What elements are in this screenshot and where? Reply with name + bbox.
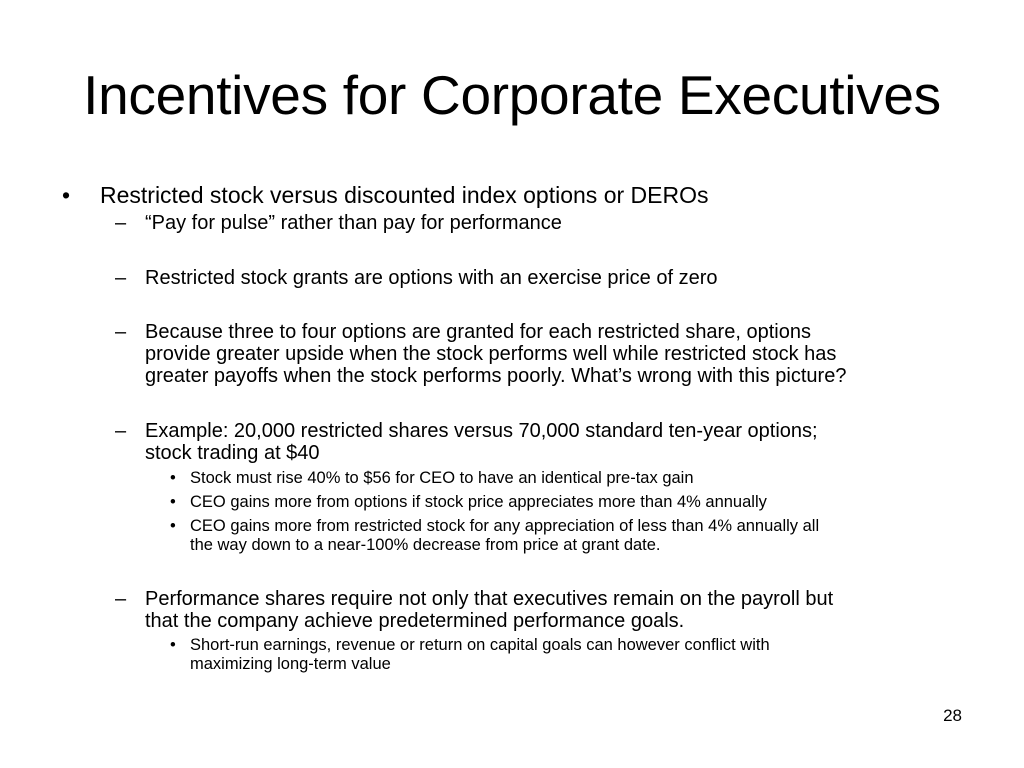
sub-bullet-restricted-grants [115,267,717,289]
sub-sub-bullet-line: CEO gains more from restricted stock for any appreciation of less than 4% annually all [190,517,820,535]
sub-sub-bullet-restricted-gain [170,517,819,555]
sub-sub-bullet-line: Stock must rise 40% to $56 for CEO to have an identical pre-tax gain [190,469,694,487]
bullet-text: Restricted stock versus discounted index options or DEROs [100,182,709,208]
bullet-marker: • [170,636,176,654]
bullet-marker: • [170,493,176,511]
sub-bullet-line: provide greater upside when the stock performs well while restricted stock has [145,343,837,365]
dash-marker: – [115,588,127,610]
sub-sub-bullet-line: Short-run earnings, revenue or return on capital goals can however conflict with [190,636,770,654]
sub-bullet-line: Example: 20,000 restricted shares versus 70,000 standard ten-year options; [145,420,818,442]
sub-bullet-line: that the company achieve predetermined performance goals. [145,610,685,632]
sub-sub-bullet-rise-40 [170,469,694,488]
sub-sub-bullet-options-gain [170,493,767,512]
sub-bullet-line: Performance shares require not only that executives remain on the payroll but [145,588,834,610]
sub-bullet-three-to-four-options [115,321,846,387]
sub-sub-bullet-line: the way down to a near-100% decrease from price at grant date. [190,536,661,554]
sub-bullet-line: stock trading at $40 [145,442,320,464]
bullet-restricted-stock [62,182,709,208]
page-number: 28 [943,706,962,725]
dash-marker: – [115,267,127,289]
sub-sub-bullet-short-run-goals [170,636,770,674]
sub-bullet-line: greater payoffs when the stock performs poorly. What’s wrong with this picture? [145,365,847,387]
sub-bullet-line: “Pay for pulse” rather than pay for performance [145,212,562,234]
slide-title: Incentives for Corporate Executives [83,64,941,126]
bullet-marker: • [170,469,176,487]
bullet-marker: • [62,182,71,208]
sub-bullet-pay-for-pulse [115,212,562,234]
dash-marker: – [115,212,127,234]
sub-bullet-performance-shares [115,588,833,632]
sub-sub-bullet-line: maximizing long-term value [190,655,391,673]
sub-sub-bullet-line: CEO gains more from options if stock price appreciates more than 4% annually [190,493,767,511]
sub-bullet-line: Restricted stock grants are options with an exercise price of zero [145,267,718,289]
dash-marker: – [115,420,127,442]
sub-bullet-example [115,420,818,464]
sub-bullet-line: Because three to four options are granted for each restricted share, options [145,321,811,343]
bullet-marker: • [170,517,176,535]
dash-marker: – [115,321,127,343]
